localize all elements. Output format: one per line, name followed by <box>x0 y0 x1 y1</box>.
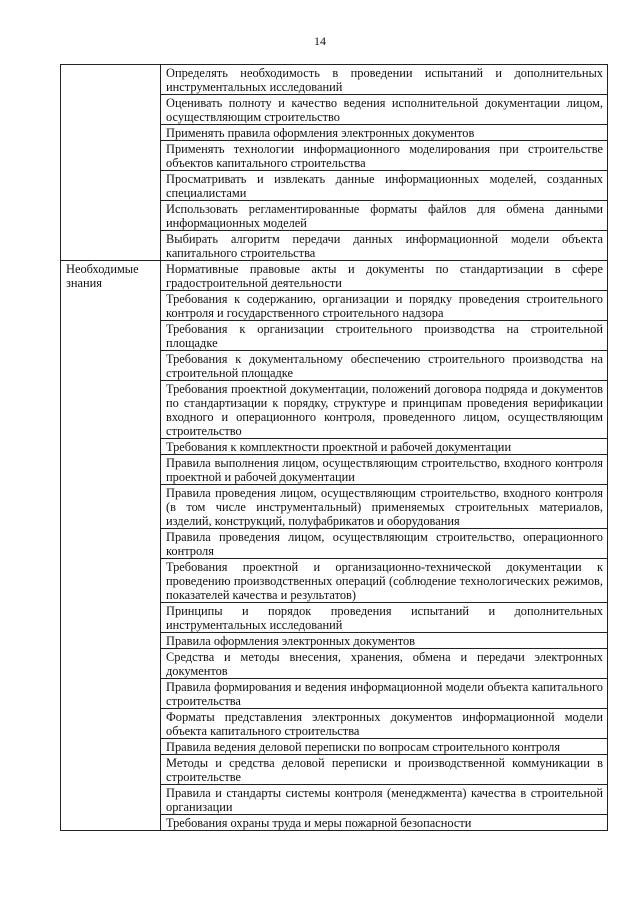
requirement-text: Применять правила оформления электронных документов <box>161 125 608 141</box>
requirement-text: Нормативные правовые акты и документы по стандартизации в сфере градостроительной деятельности <box>161 261 608 291</box>
requirement-text: Правила формирования и ведения информационной модели объекта капитального строительства <box>161 679 608 709</box>
requirement-text: Требования проектной и организационно-технической документации к проведению производственных операций (соблюдение технологических режимов, показателей качества и результатов) <box>161 559 608 603</box>
requirement-text: Требования охраны труда и меры пожарной безопасности <box>161 815 608 831</box>
requirement-text: Методы и средства деловой переписки и производственной коммуникации в строительстве <box>161 755 608 785</box>
skills-label-cell <box>61 65 161 261</box>
requirement-text: Правила проведения лицом, осуществляющим строительство, операционного контроля <box>161 529 608 559</box>
knowledge-row <box>61 261 608 291</box>
requirement-text: Правила проведения лицом, осуществляющим строительство, входного контроля (в том числе инструментальный) применяемых строительных материалов, изделий, конструкций, полуфабрикатов и оборудования <box>161 485 608 529</box>
requirement-text: Оценивать полноту и качество ведения исполнительной документации лицом, осуществляющим строительство <box>161 95 608 125</box>
requirement-text: Применять технологии информационного моделирования при строительстве объектов капитального строительства <box>161 141 608 171</box>
requirement-text: Правила выполнения лицом, осуществляющим строительство, входного контроля проектной и рабочей документации <box>161 455 608 485</box>
requirement-text: Правила ведения деловой переписки по вопросам строительного контроля <box>161 739 608 755</box>
requirement-text: Использовать регламентированные форматы файлов для обмена данными информационных моделей <box>161 201 608 231</box>
requirement-text: Требования к содержанию, организации и порядку проведения строительного контроля и государственного строительного надзора <box>161 291 608 321</box>
requirement-text: Требования к документальному обеспечению строительного производства на строительной площадке <box>161 351 608 381</box>
requirement-text: Просматривать и извлекать данные информационных моделей, созданных специалистами <box>161 171 608 201</box>
skill-row <box>61 65 608 95</box>
page-number: 14 <box>314 34 326 48</box>
requirement-text: Требования к комплектности проектной и рабочей документации <box>161 439 608 455</box>
requirement-text: Определять необходимость в проведении испытаний и дополнительных инструментальных исследований <box>161 65 608 95</box>
requirement-text: Принципы и порядок проведения испытаний и дополнительных инструментальных исследований <box>161 603 608 633</box>
requirements-table-body <box>61 65 608 831</box>
requirement-text: Форматы представления электронных документов информационной модели объекта капитального строительства <box>161 709 608 739</box>
requirement-text: Выбирать алгоритм передачи данных информационной модели объекта капитального строительства <box>161 231 608 261</box>
requirements-table <box>60 64 608 831</box>
requirement-text: Средства и методы внесения, хранения, обмена и передачи электронных документов <box>161 649 608 679</box>
knowledge-label: Необходимые знания <box>61 261 161 831</box>
requirement-text: Правила и стандарты системы контроля (менеджмента) качества в строительной организации <box>161 785 608 815</box>
requirement-text: Требования проектной документации, положений договора подряда и документов по стандартизации к порядку, структуре и принципам проведения верификации входного и операционного контроля, проведенного лицом, осуществляющим строительство <box>161 381 608 439</box>
requirement-text: Требования к организации строительного производства на строительной площадке <box>161 321 608 351</box>
requirement-text: Правила оформления электронных документов <box>161 633 608 649</box>
